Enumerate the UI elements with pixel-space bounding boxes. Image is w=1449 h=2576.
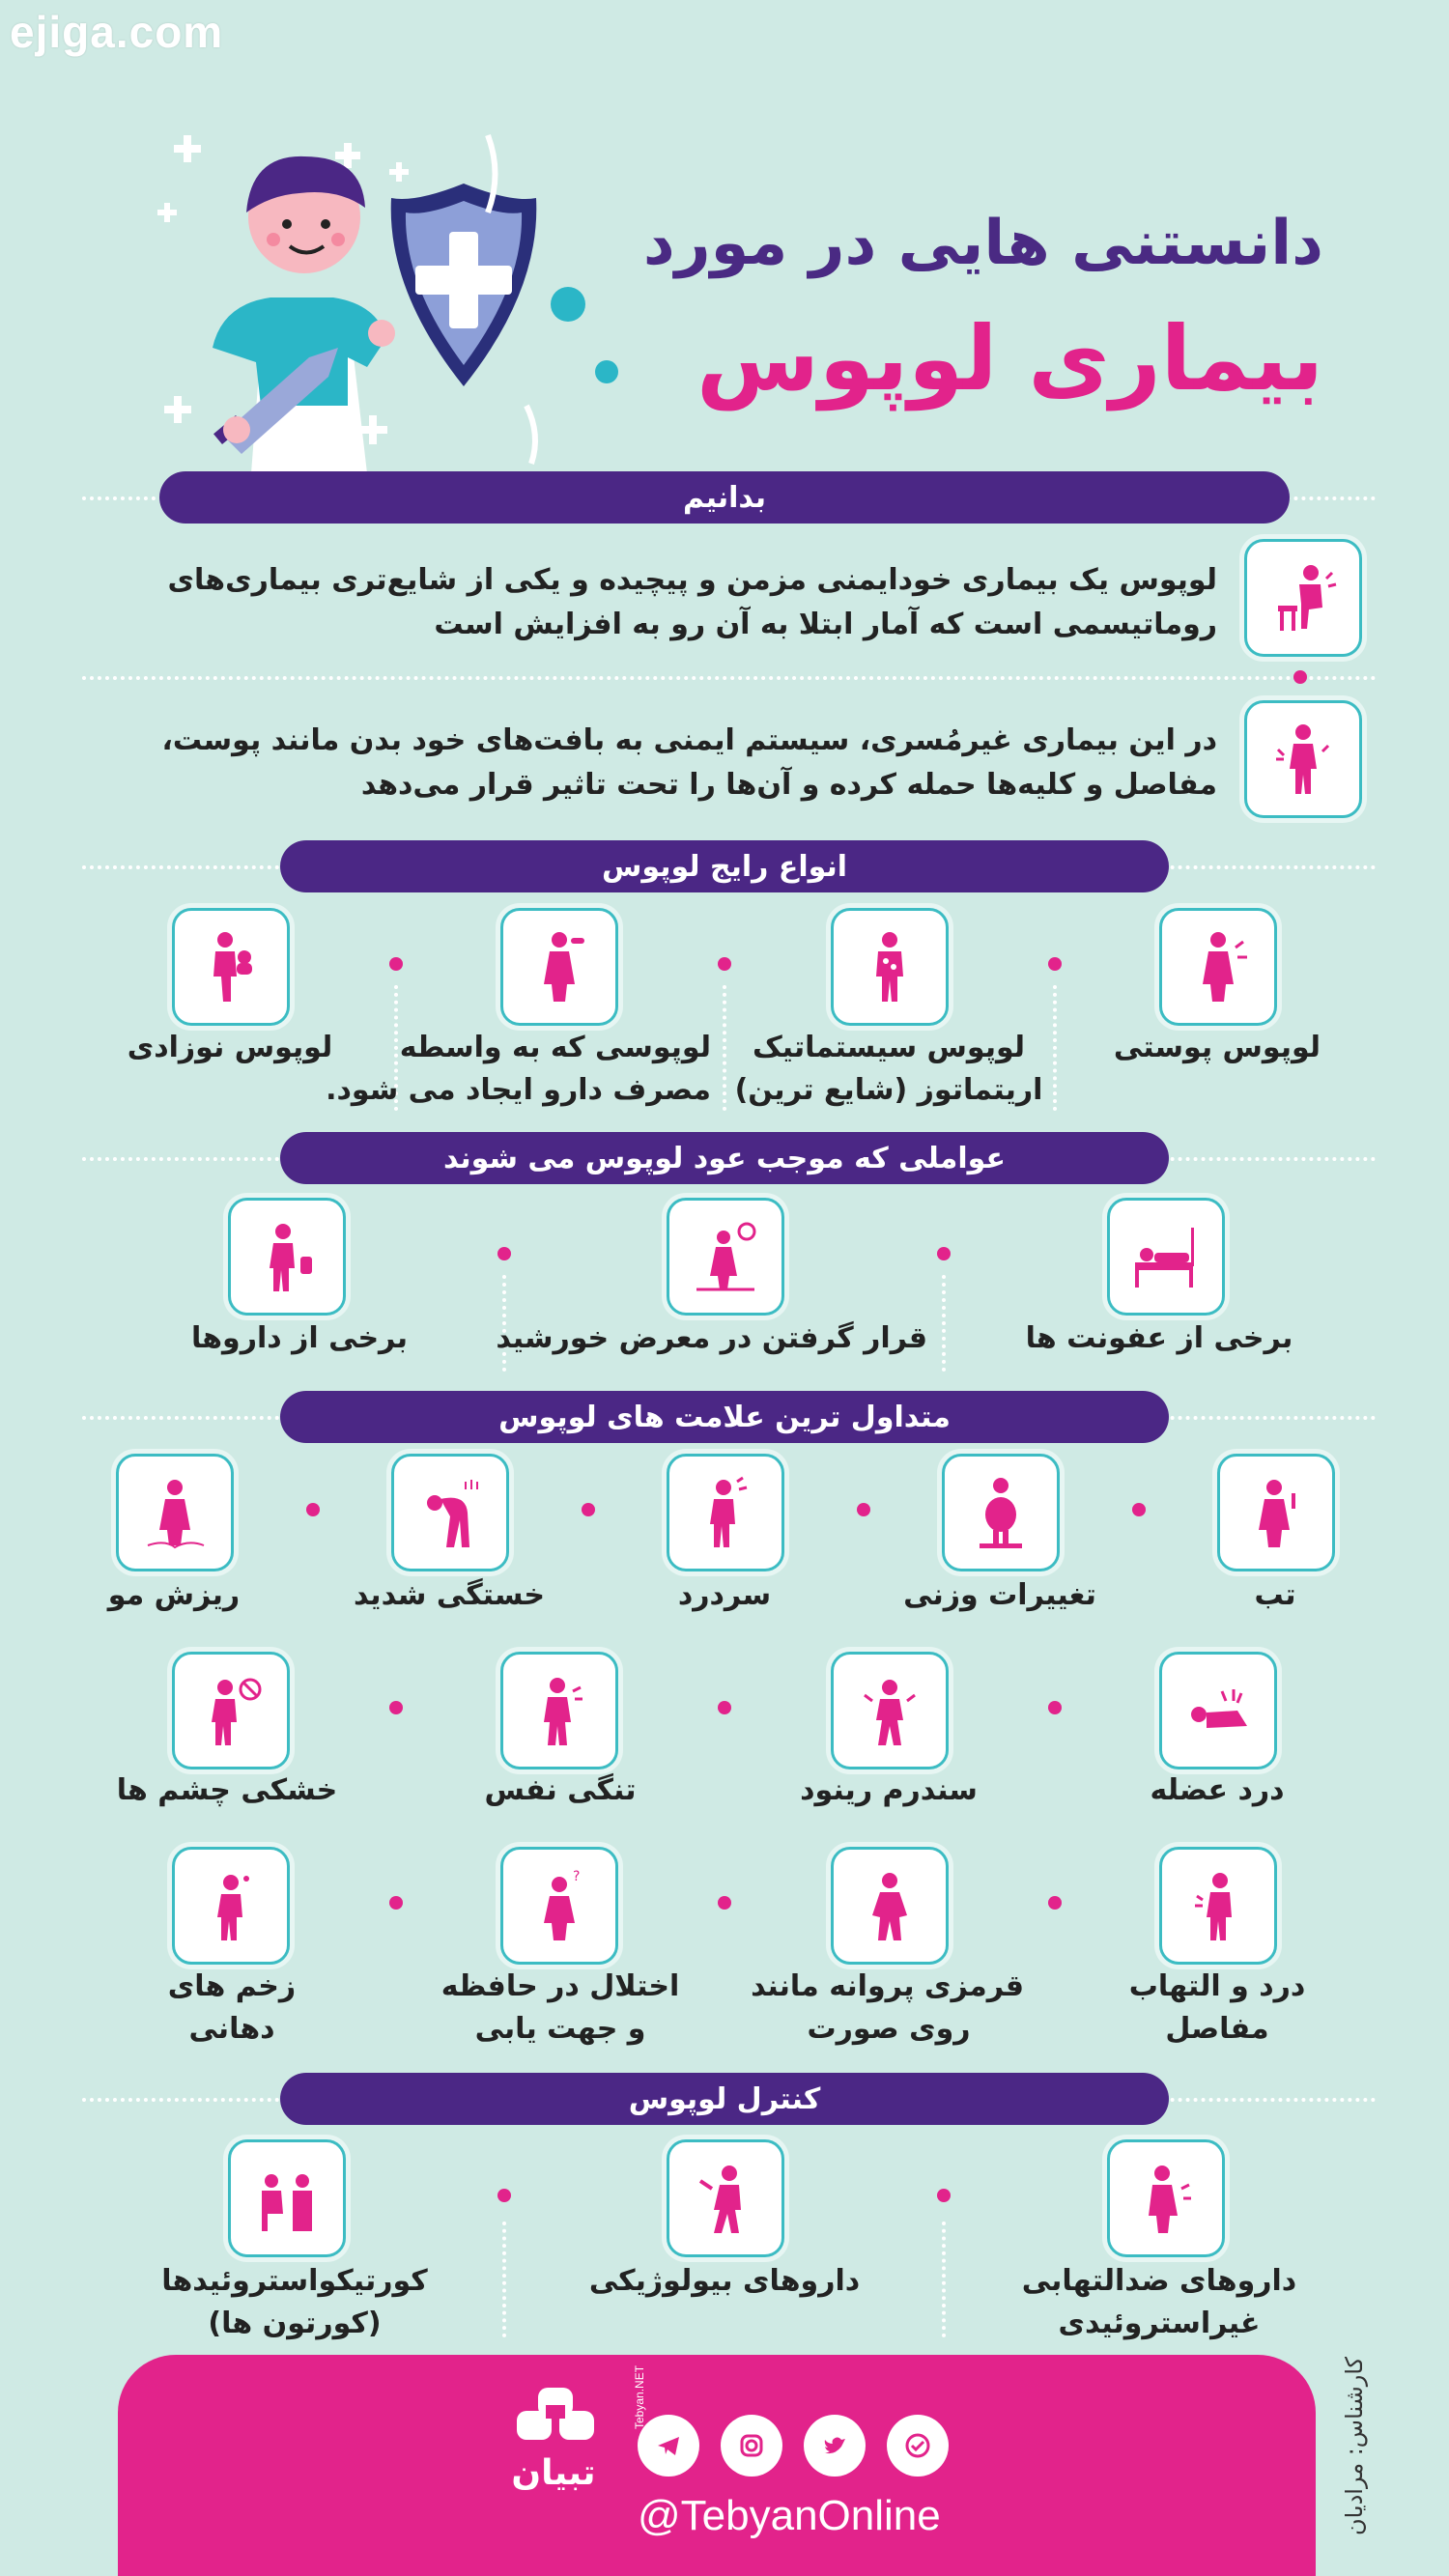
trigger-label-drugs: برخی از داروها (190, 1321, 408, 1355)
weight-change-icon (942, 1454, 1060, 1571)
intro-paragraph-1: لوپوس یک بیماری خودایمنی مزمن و پیچیده و یکی از شایع‌تری بیماری‌های روماتیسمی است که آمار ابتلا به آن رو به افزایش است (167, 563, 1217, 641)
divider-dot (1132, 1503, 1146, 1516)
raynaud-icon (831, 1652, 949, 1769)
symptom-label-muscle-pain: درد عضله (1150, 1773, 1285, 1807)
control-label-biologic: داروهای بیولوژیکی (588, 2264, 861, 2298)
page-subtitle: بیماری لوپوس (696, 307, 1323, 410)
nsaid-icon (1107, 2139, 1225, 2257)
watermark: ejiga.com (10, 7, 224, 57)
trigger-label-infections: برخی از عفونت ها (1025, 1321, 1293, 1355)
section-header-control: کنترل لوپوس (280, 2073, 1169, 2125)
divider-dot (497, 1247, 511, 1260)
social-handle[interactable]: @TebyanOnline (638, 2492, 941, 2539)
section-header-symptoms: متداول ترین علامت های لوپوس (280, 1391, 1169, 1443)
divider-dot (389, 1701, 403, 1714)
person-medicine-icon (228, 1198, 346, 1316)
symptom-label-memory: اختلال در حافظه و جهت یابی (440, 1969, 680, 2046)
joint-inflammation-icon (1159, 1847, 1277, 1965)
section-header-triggers: عواملی که موجب عود لوپوس می شوند (280, 1132, 1169, 1184)
divider-dot (1048, 957, 1062, 971)
butterfly-rash-icon (831, 1847, 949, 1965)
symptom-label-weight: تغییرات وزنی (903, 1578, 1096, 1612)
fever-thermometer-icon (1217, 1454, 1335, 1571)
symptom-label-breath: تنگی نفس (484, 1773, 637, 1807)
divider-dot (718, 1701, 731, 1714)
page-title: دانستنی هایی در مورد (642, 208, 1323, 279)
symptom-label-mouth-sores: زخم های دهانی (167, 1969, 297, 2046)
divider-dot (1048, 1701, 1062, 1714)
telegram-icon[interactable] (638, 2415, 699, 2477)
symptom-label-hair-loss: ریزش مو (107, 1578, 241, 1612)
twitter-icon[interactable] (804, 2415, 866, 2477)
person-sitting-pain-icon (1244, 539, 1362, 657)
divider-dot (389, 1896, 403, 1910)
type-label-neonatal: لوپوس نوزادی (127, 1031, 333, 1064)
symptom-label-fatigue: خستگی شدید (353, 1578, 546, 1612)
column-divider (502, 2222, 506, 2337)
skin-itch-icon (1159, 908, 1277, 1026)
symptom-label-raynaud: سندرم رینود (800, 1773, 978, 1807)
column-divider (942, 2222, 946, 2337)
tebyan-logo-icon (497, 2386, 613, 2453)
memory-disorder-icon (500, 1847, 618, 1965)
credit-text: کارشناس: مرادیان (1341, 2357, 1368, 2536)
symptom-label-joint: درد و التهاب مفاصل (1128, 1969, 1306, 2046)
social-icons (638, 2415, 949, 2477)
intro-paragraph-2: در این بیماری غیرمُسری، سیستم ایمنی به بافت‌های خود بدن مانند پوست، مفاصل و کلیه‌ها حمله کرده و آن‌ها را تحت تاثیر قرار می‌دهد (161, 723, 1217, 802)
drug-induced-icon (500, 908, 618, 1026)
hospital-bed-icon (1107, 1198, 1225, 1316)
muscle-pain-icon (1159, 1652, 1277, 1769)
divider-dot (937, 2189, 951, 2202)
row-divider (82, 676, 1377, 680)
divider-dot (389, 957, 403, 971)
body-systemic-icon (831, 908, 949, 1026)
section-header-know: بدانیم (159, 471, 1290, 524)
fatigue-icon (391, 1454, 509, 1571)
brand-site: Tebyan.NET (633, 2364, 646, 2429)
biologic-drugs-icon (667, 2139, 784, 2257)
divider-dot (718, 1896, 731, 1910)
type-label-drug-induced: لوپوسی که به واسطه مصرف دارو ایجاد می شود. (326, 1031, 711, 1107)
divider-dot (1048, 1896, 1062, 1910)
sun-exposure-icon (667, 1198, 784, 1316)
brand-logo-text: تبیان (511, 2453, 596, 2493)
divider-dot (306, 1503, 320, 1516)
type-label-skin: لوپوس پوستی (1113, 1031, 1321, 1064)
doctor-patient-icon (228, 2139, 346, 2257)
divider-dot (1293, 670, 1307, 684)
symptom-label-headache: سردرد (677, 1578, 772, 1612)
symptom-label-dry-eyes: خشکی چشم ها (116, 1773, 338, 1807)
instagram-icon[interactable] (721, 2415, 782, 2477)
mother-baby-icon (172, 908, 290, 1026)
dry-eyes-icon (172, 1652, 290, 1769)
person-joint-pain-icon (1244, 700, 1362, 818)
column-divider (1053, 985, 1057, 1111)
mouth-sores-icon (172, 1847, 290, 1965)
divider-dot (857, 1503, 870, 1516)
column-divider (942, 1275, 946, 1372)
divider-dot (582, 1503, 595, 1516)
column-divider (723, 985, 726, 1111)
type-label-systemic: لوپوس سیستماتیک اریتماتوز (شایع ترین) (734, 1031, 1043, 1107)
symptom-label-fever: تب (1254, 1578, 1296, 1612)
divider-dot (497, 2189, 511, 2202)
divider-dot (718, 957, 731, 971)
verified-icon[interactable] (887, 2415, 949, 2477)
hair-loss-icon (116, 1454, 234, 1571)
control-label-nsaid: داروهای ضدالتهابی غیراستروئیدی (1021, 2264, 1297, 2340)
hero-illustration (145, 116, 628, 473)
headache-icon (667, 1454, 784, 1571)
control-label-corticosteroids: کورتیکواستروئیدها (کورتون ها) (161, 2264, 428, 2340)
symptom-label-butterfly: قرمزی پروانه مانند روی صورت (751, 1969, 1024, 2046)
section-header-types: انواع رایج لوپوس (280, 840, 1169, 892)
shortness-of-breath-icon (500, 1652, 618, 1769)
divider-dot (937, 1247, 951, 1260)
trigger-label-sun: قرار گرفتن در معرض خورشید (496, 1321, 927, 1355)
svg-text:?: ? (573, 1869, 581, 1884)
